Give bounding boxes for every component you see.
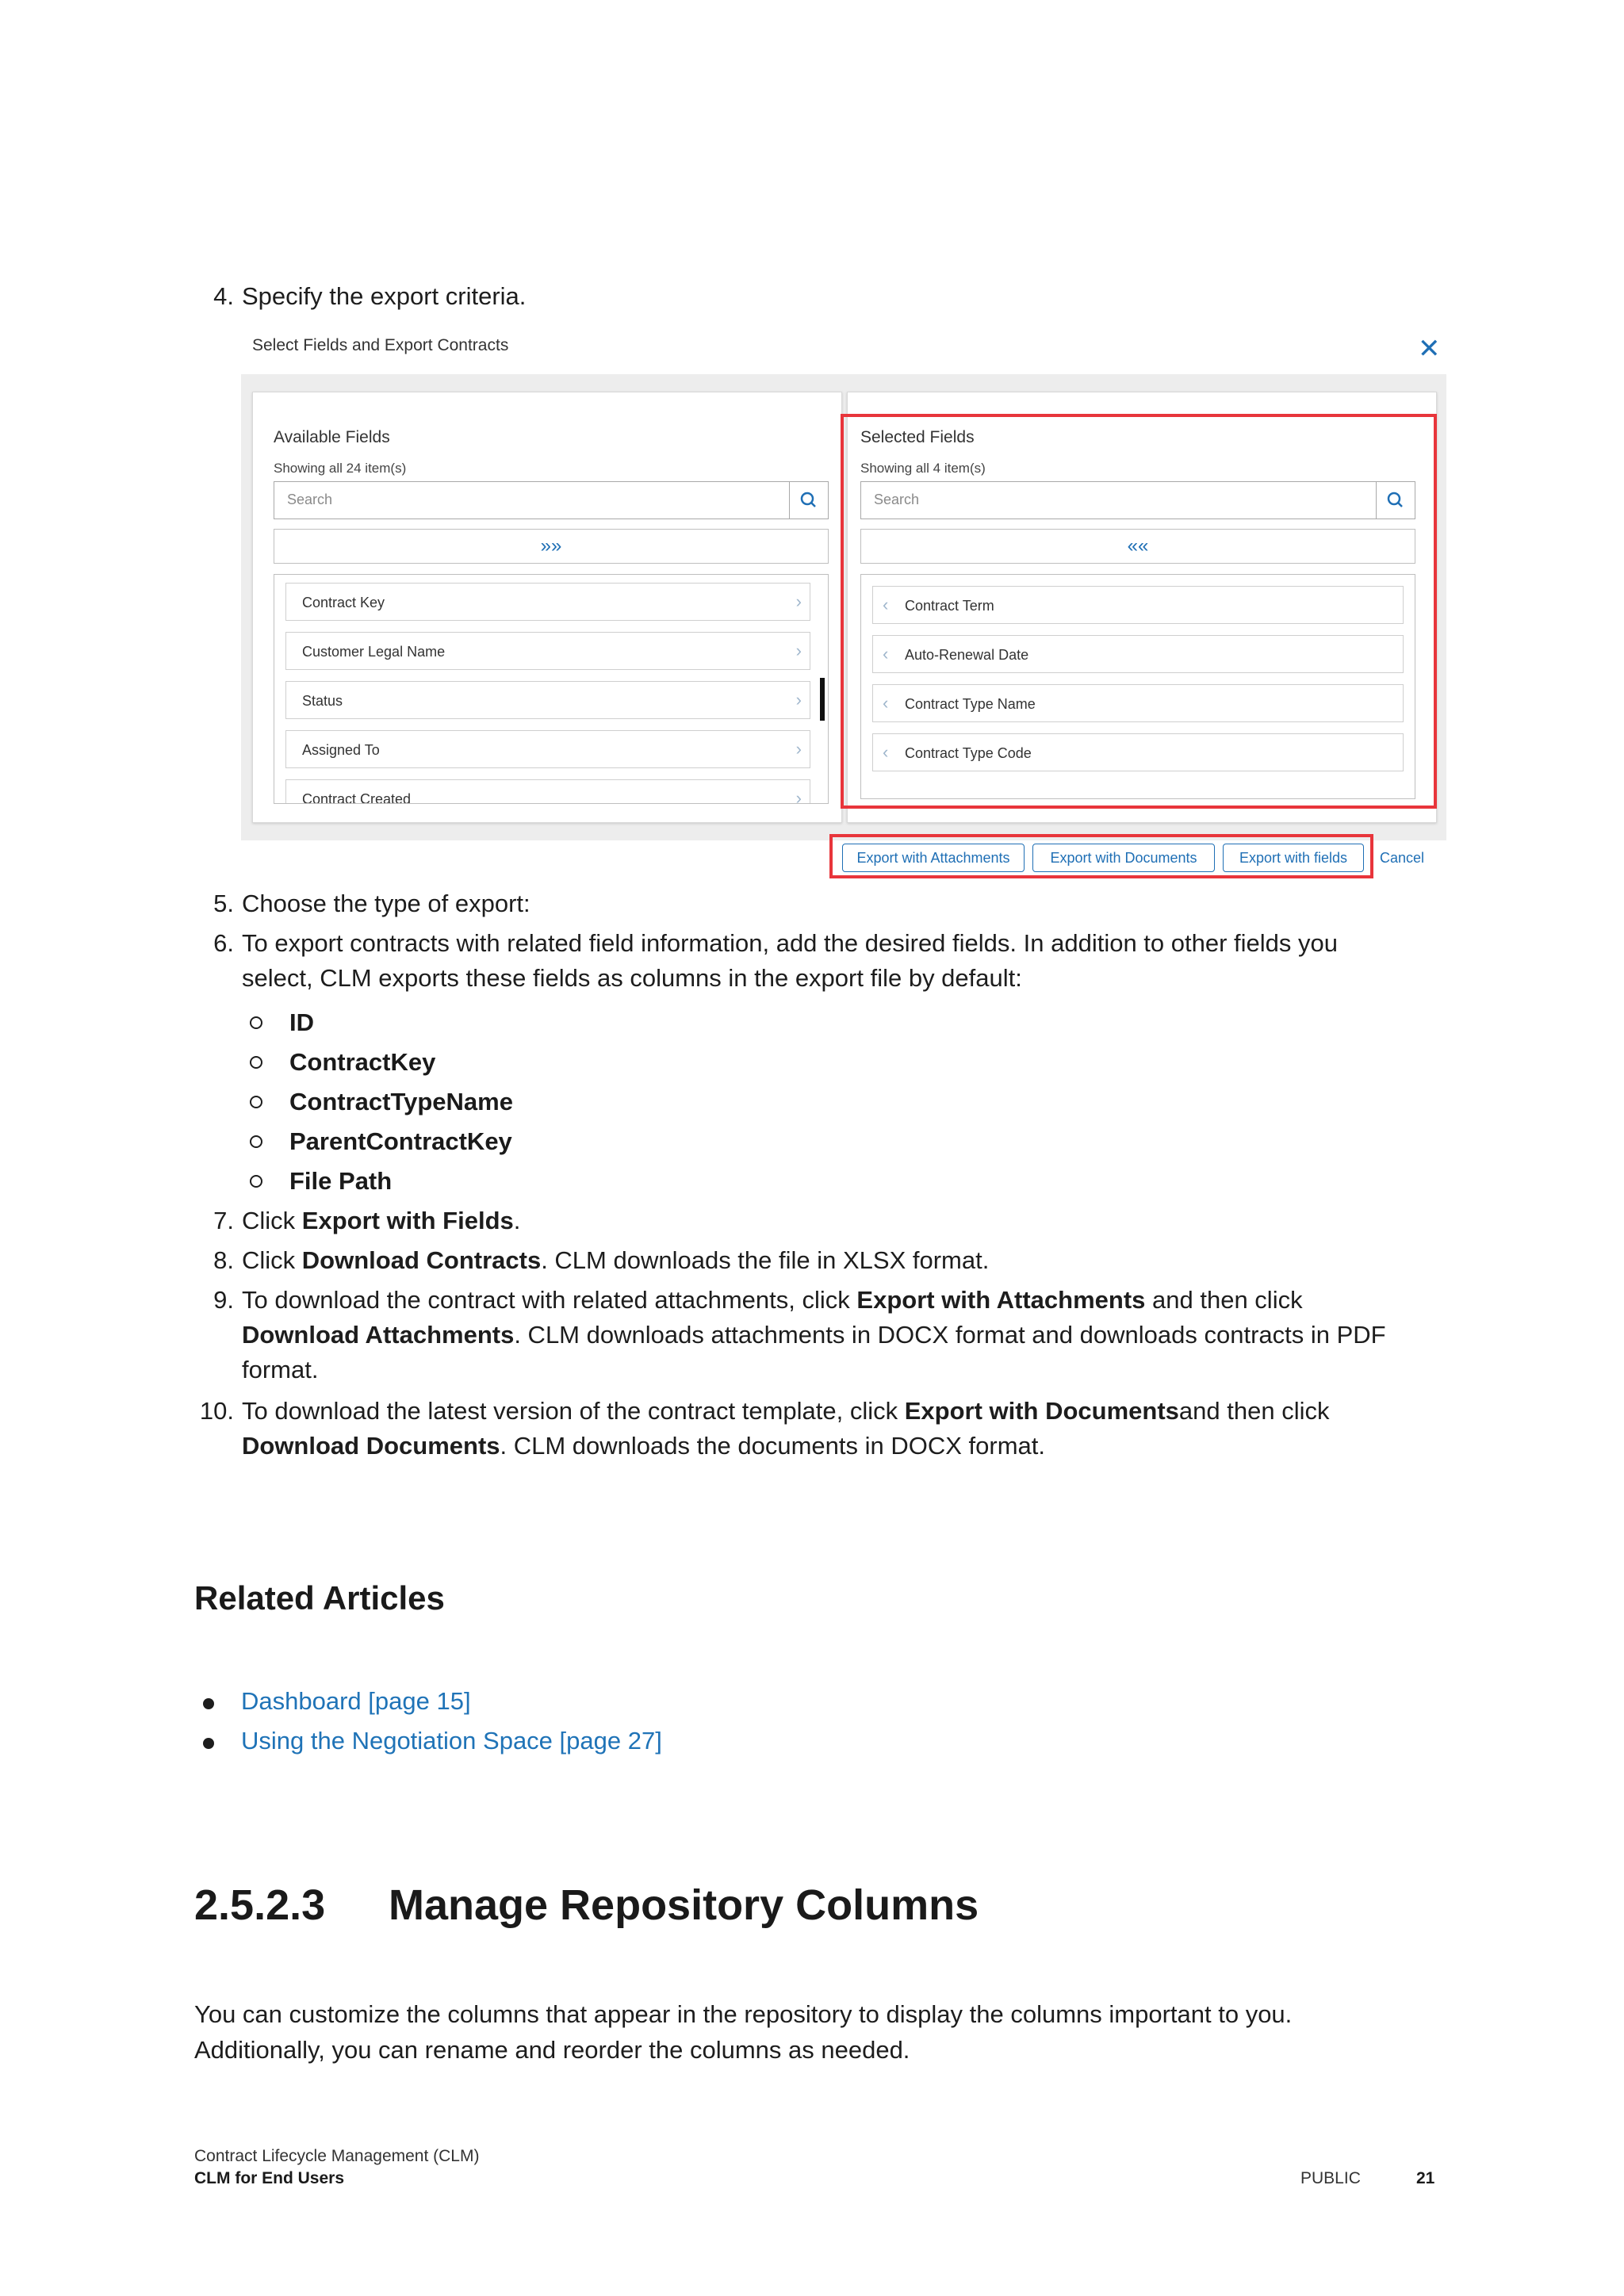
- move-left-button[interactable]: ««: [860, 529, 1415, 564]
- step-9: 9. To download the contract with related attachments, click Export with Attachments and then click Download Attachments. CLM downloads attachments in DOCX format and downloads contracts in PDF format.: [213, 1286, 1386, 1383]
- export-buttons-highlight: [829, 834, 1373, 878]
- circle-bullet-icon: [250, 1135, 262, 1148]
- chevron-left-icon: ‹: [883, 595, 889, 614]
- export-with-fields-button[interactable]: Export with fields: [1223, 844, 1364, 872]
- circle-bullet-icon: [250, 1175, 262, 1188]
- list-item[interactable]: Contract Created ›: [285, 779, 810, 804]
- step-5: 5. Choose the type of export:: [213, 890, 530, 917]
- move-right-button[interactable]: »»: [274, 529, 829, 564]
- list-item[interactable]: ‹ Contract Term: [872, 586, 1404, 624]
- available-search-input[interactable]: [274, 481, 829, 519]
- close-icon[interactable]: ✕: [1418, 334, 1441, 364]
- list-item[interactable]: Contract Key ›: [285, 583, 810, 621]
- list-item: ParentContractKey: [250, 1124, 726, 1159]
- circle-bullet-icon: [250, 1096, 262, 1108]
- chevron-left-icon: ‹: [883, 742, 889, 762]
- list-item: ContractKey: [250, 1045, 726, 1080]
- chevron-right-icon: ›: [795, 739, 802, 759]
- section-paragraph: You can customize the columns that appear in the repository to display the columns important to you. Additionally, you can rename and reorder the columns as needed.: [194, 2000, 1293, 2064]
- page-number: 21: [1416, 2169, 1435, 2187]
- selected-fields-highlight: [841, 414, 1437, 809]
- selected-fields-title: Selected Fields: [860, 428, 975, 446]
- related-articles-heading: Related Articles: [194, 1579, 445, 1617]
- available-fields-list: [274, 574, 829, 804]
- chevron-left-icon: ‹: [883, 644, 889, 664]
- list-item[interactable]: Status ›: [285, 681, 810, 719]
- bullet-icon: [203, 1698, 214, 1709]
- step-4: [194, 279, 1542, 314]
- link-negotiation-space[interactable]: Using the Negotiation Space [page 27]: [241, 1727, 662, 1755]
- cancel-link[interactable]: Cancel: [1380, 850, 1425, 866]
- chevron-right-icon: ›: [795, 690, 802, 710]
- step-6: 6. To export contracts with related field information, add the desired fields. In addition to other fields you select, CLM exports these fields as columns in the export file by default:: [213, 929, 1338, 992]
- step-7: 7. Click Export with Fields.: [213, 1207, 521, 1234]
- available-fields-count: Showing all 24 item(s): [274, 461, 407, 476]
- circle-bullet-icon: [250, 1016, 262, 1029]
- search-button[interactable]: [789, 482, 828, 519]
- section-title: Manage Repository Columns: [389, 1881, 979, 1929]
- chevron-right-icon: ›: [795, 788, 802, 804]
- list-item[interactable]: ‹ Auto-Renewal Date: [872, 635, 1404, 673]
- search-icon: [790, 482, 828, 519]
- link-dashboard[interactable]: Dashboard [page 15]: [241, 1687, 471, 1715]
- scrollbar-thumb[interactable]: [820, 678, 825, 721]
- search-placeholder: Search: [287, 492, 333, 507]
- list-item: File Path: [250, 1164, 726, 1199]
- chevron-right-icon: ›: [795, 641, 802, 660]
- step-8: 8. Click Download Contracts. CLM downloads the file in XLSX format.: [213, 1246, 990, 1274]
- chevron-right-icon: ›: [795, 591, 802, 611]
- footer-doc-subtitle: CLM for End Users: [194, 2169, 345, 2187]
- bullet-icon: [203, 1738, 214, 1749]
- chevron-left-icon: ‹: [883, 693, 889, 713]
- footer-classification: PUBLIC: [1300, 2169, 1361, 2187]
- selected-fields-count: Showing all 4 item(s): [860, 461, 986, 476]
- export-with-attachments-button[interactable]: Export with Attachments: [842, 844, 1025, 872]
- list-item[interactable]: ‹ Contract Type Code: [872, 733, 1404, 771]
- export-with-documents-button[interactable]: Export with Documents: [1032, 844, 1215, 872]
- list-item[interactable]: Assigned To ›: [285, 730, 810, 768]
- step-text: Specify the export criteria.: [242, 282, 527, 310]
- list-item: ID: [250, 1005, 726, 1040]
- list-item[interactable]: Customer Legal Name ›: [285, 632, 810, 670]
- step-number: 4.: [213, 282, 234, 310]
- search-placeholder: Search: [874, 492, 920, 507]
- section-number: 2.5.2.3: [194, 1881, 326, 1929]
- step-10: 10. To download the latest version of the contract template, click Export with Documentsand then click Download Documents. CLM downloads the documents in DOCX format.: [199, 1397, 1330, 1460]
- circle-bullet-icon: [250, 1056, 262, 1069]
- list-item[interactable]: ‹ Contract Type Name: [872, 684, 1404, 722]
- footer-doc-title: Contract Lifecycle Management (CLM): [194, 2147, 480, 2165]
- list-item: ContractTypeName: [250, 1085, 726, 1119]
- available-fields-title: Available Fields: [274, 428, 390, 446]
- dialog-title: Select Fields and Export Contracts: [252, 336, 509, 354]
